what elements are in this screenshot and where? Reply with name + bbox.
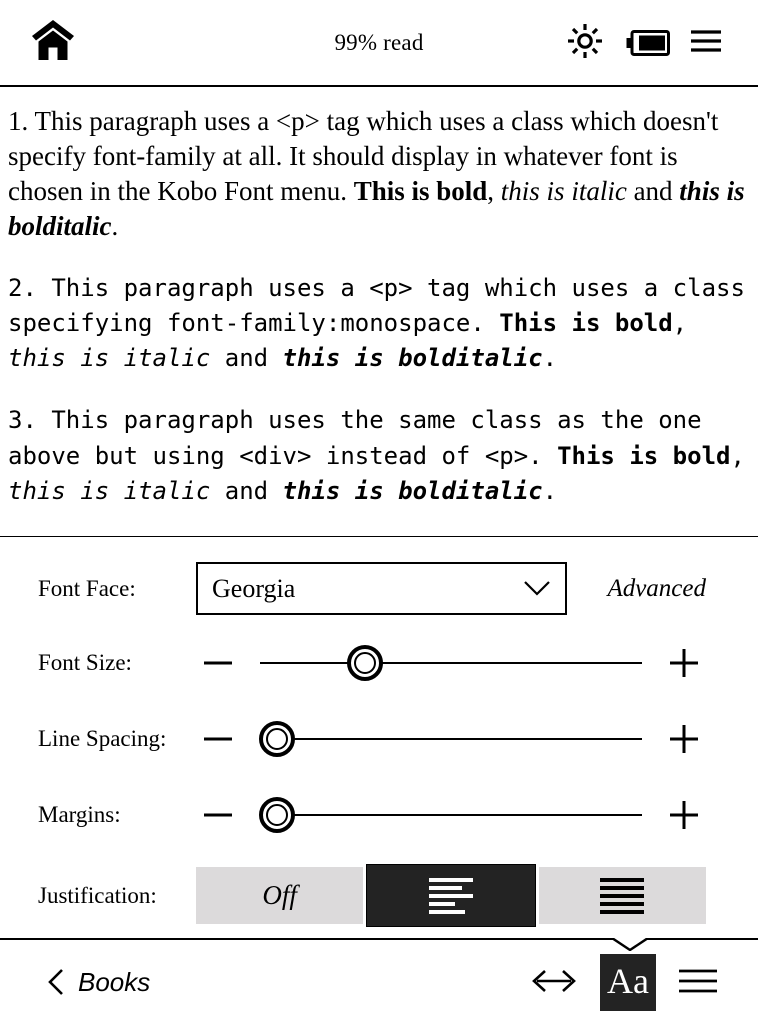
- line-spacing-slider[interactable]: [260, 719, 642, 759]
- slider-knob-inner: [266, 728, 288, 750]
- font-face-label: Font Face:: [38, 575, 136, 601]
- justification-row: [0, 853, 758, 939]
- brightness-icon: [564, 20, 606, 65]
- margins-label: Margins:: [38, 801, 121, 827]
- font-settings-button[interactable]: Aa: [600, 954, 656, 1011]
- margins-decrease-button[interactable]: [196, 800, 240, 830]
- paragraph-2: 2. This paragraph uses a <p> tag which uses a class specifying font-family:monospace. This is bold, this is italic and this is bolditalic.: [8, 274, 745, 373]
- page-turn-button[interactable]: [530, 967, 578, 998]
- font-size-slider[interactable]: [260, 643, 642, 683]
- back-to-books-button[interactable]: [48, 967, 150, 998]
- font-size-increase-button[interactable]: [662, 648, 706, 678]
- chevron-down-icon: [523, 580, 551, 597]
- slider-track: [260, 738, 642, 740]
- font-face-select[interactable]: [196, 562, 567, 615]
- slider-knob-inner: [354, 652, 376, 674]
- double-arrow-icon: [530, 967, 578, 998]
- font-face-value: Georgia: [212, 573, 296, 603]
- home-button[interactable]: [30, 19, 76, 66]
- slider-track: [260, 814, 642, 816]
- font-size-decrease-button[interactable]: [196, 648, 240, 678]
- slider-track: [260, 662, 642, 664]
- slider-knob[interactable]: [259, 797, 295, 833]
- slider-knob-inner: [266, 804, 288, 826]
- panel-pointer-notch: [612, 938, 648, 951]
- hamburger-menu-icon: [690, 27, 722, 58]
- brightness-button[interactable]: [564, 20, 606, 65]
- font-size-label: Font Size:: [38, 649, 132, 675]
- line-spacing-decrease-button[interactable]: [196, 724, 240, 754]
- justify-icon: [600, 878, 644, 914]
- paragraph-1: 1. This paragraph uses a <p> tag which uses a class which doesn't specify font-family at all. It should display in whatever font is chosen in the Kobo Font menu. This is bold, this is italic and this is bolditalic.: [8, 106, 745, 242]
- paragraph-3: 3. This paragraph uses the same class as the one above but using <div> instead of <p>. This is bold, this is italic and this is bolditalic.: [8, 406, 745, 505]
- back-label: Books: [78, 966, 151, 997]
- top-bar-right-icons: [564, 20, 722, 65]
- justification-left-align-button[interactable]: [367, 865, 534, 926]
- justification-segmented-control: [196, 865, 706, 926]
- top-bar: [0, 0, 758, 87]
- bottom-menu-button[interactable]: [678, 966, 718, 999]
- justification-label: Justification:: [38, 882, 157, 908]
- font-settings-panel: [0, 536, 758, 939]
- font-size-row: [0, 625, 758, 701]
- home-icon: [30, 19, 76, 66]
- reading-progress: 99% read: [334, 29, 424, 55]
- justification-off-button[interactable]: [196, 867, 363, 924]
- advanced-link[interactable]: Advanced: [607, 574, 706, 602]
- justification-justify-button[interactable]: [539, 867, 706, 924]
- margins-increase-button[interactable]: [662, 800, 706, 830]
- font-face-row: [0, 553, 758, 625]
- line-spacing-increase-button[interactable]: [662, 724, 706, 754]
- chevron-left-icon: [48, 968, 64, 996]
- hamburger-menu-icon: [678, 966, 718, 999]
- top-menu-button[interactable]: [690, 27, 722, 58]
- justification-off-label: Off: [262, 880, 297, 911]
- line-spacing-label: Line Spacing:: [38, 725, 167, 751]
- reading-content: [0, 87, 758, 509]
- align-left-icon: [429, 878, 473, 914]
- margins-slider[interactable]: [260, 795, 642, 835]
- line-spacing-row: [0, 701, 758, 777]
- bottom-bar-right-icons: [530, 954, 718, 1011]
- slider-knob[interactable]: [259, 721, 295, 757]
- slider-knob[interactable]: [347, 645, 383, 681]
- bottom-bar: [0, 938, 758, 1024]
- margins-row: [0, 777, 758, 853]
- battery-icon: [625, 29, 671, 57]
